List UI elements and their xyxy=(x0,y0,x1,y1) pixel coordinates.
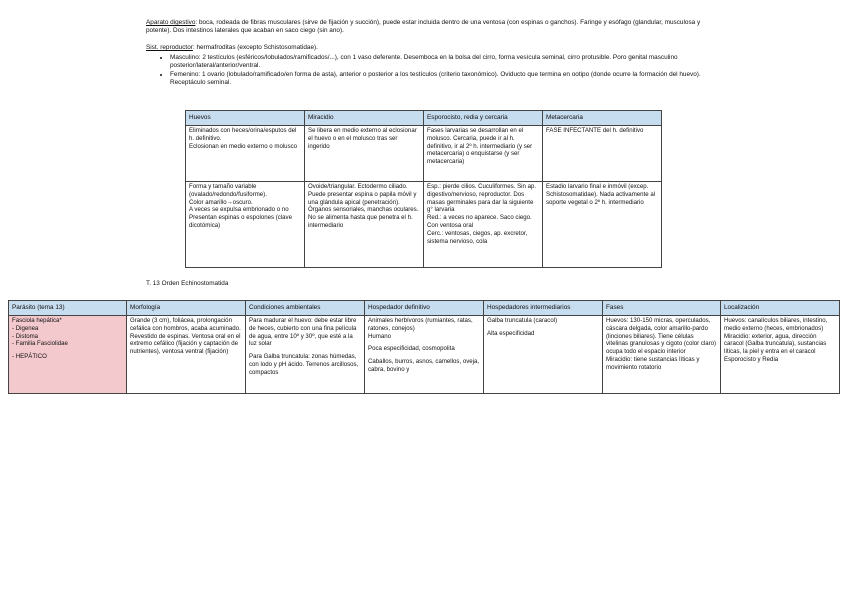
sistema-reproductor-label: Sist. reproductor xyxy=(146,44,193,52)
table-cell xyxy=(305,126,424,182)
cell-line: Ovoide/triangular. Ectodermo ciliado. Puede presentar espina o papila móvil y una glándula apical (penetración). Órganos sensoriales, manchas oculares. No se alimenta hasta que penetra el h. intermediario xyxy=(308,183,419,229)
sistema-reproductor-paragraph xyxy=(146,44,702,52)
cell-line: Eliminados con heces/orina/esputos del h. definitivo. xyxy=(189,127,297,142)
header-metacercaria: Metacercaria xyxy=(543,111,662,126)
table-cell xyxy=(543,126,662,182)
header-huevos: Huevos xyxy=(186,111,305,126)
development-stages-table xyxy=(185,110,662,268)
table-cell xyxy=(9,316,127,394)
list-item-femenino: • Femenino: 1 ovario (lobulado/ramificado/en forma de asta), anterior o posterior a los testículos (criterio taxonómico). Oviducto que termina en ootipo (donde ocurre la formación del huevo). Receptáculo seminal. xyxy=(170,71,702,87)
table-cell xyxy=(543,182,662,268)
reproductor-list xyxy=(146,54,702,88)
cell-line: Miracidio: exterior, agua, dirección caracol (Galba truncatula), sustancias líticas, la piel y entra en el caracol xyxy=(724,332,827,356)
cell-line: Miracidio: tiene sustancias líticas y movimiento rotatorio xyxy=(606,355,700,371)
header-parasito: Parásito (tema 13) xyxy=(9,301,127,316)
cell-line: Caballos, burros, asnos, camellos, oveja, cabra, bovino y xyxy=(368,358,480,373)
header-miracidio: Miracidio xyxy=(305,111,424,126)
table-row xyxy=(186,182,662,268)
cell-line: Cerc.: ventosas, ciegos, ap. excretor, sistema nervioso, cola xyxy=(427,229,528,245)
cell-line: - Familia Fasciolidae xyxy=(12,340,68,348)
cell-line: - HEPÁTICO xyxy=(12,353,47,361)
cell-line: Se libera en medio externo al eclosionar el huevo o en el molusco tras ser ingerido xyxy=(308,127,417,150)
table-cell xyxy=(305,182,424,268)
table-cell xyxy=(484,316,603,394)
cell-line: A veces se expulsa embrionado o no xyxy=(189,206,289,214)
table-cell xyxy=(424,126,543,182)
cell-line: Huevos: 130-150 micras, operculados, cáscara delgada, color amarillo-pardo (linciones biliares). Tiene células vitelinas granulosas y cigoto (color claro) ocupa todo el espacio interior xyxy=(606,317,717,356)
cell-line: Para madurar el huevo: debe estar libre de heces, cubierto con una fina película de agua, entre 10º y 30º, que esté a la luz solar xyxy=(249,317,357,348)
table-cell xyxy=(127,316,246,394)
table-row xyxy=(9,316,840,394)
section-title: T. 13 Orden Echinostomatida xyxy=(146,280,229,287)
cell-line: Presentan espinas o espolones (clave dicotómica) xyxy=(189,214,292,229)
table-cell xyxy=(186,126,305,182)
header-esporocisto: Esporocisto, redia y cercaria xyxy=(424,111,543,126)
cell-line: FASE INFECTANTE del h. definitivo xyxy=(546,127,644,134)
parasite-table xyxy=(8,300,840,394)
table-header-row xyxy=(9,301,840,316)
cell-line: Poca especificidad, cosmopolita xyxy=(368,345,455,353)
list-item-masculino: • Masculino: 2 testículos (esféricos/lobulados/ramificados/...), con 1 vaso deferente. Desemboca en la bolsa del cirro, forma vesícula seminal, cirro protusible. Poro genital masculino posterior/lateral/anterior/ventral. xyxy=(170,54,702,70)
cell-line: Galba truncatula (caracol) xyxy=(487,317,558,324)
table-cell xyxy=(424,182,543,268)
cell-line: Animales herbívoros (rumiantes, ratas, ratones, conejos) xyxy=(368,317,473,332)
cell-line: Estadio larvario final e inmóvil (excep. Schistosomatidae). Nada activamente al soporte vegetal o 2º h. intermediario xyxy=(546,183,656,206)
table-header-row xyxy=(186,111,662,126)
aparato-digestivo-paragraph xyxy=(146,19,702,35)
header-hospedadores-intermediarios: Hospedadores intermediarios xyxy=(484,301,603,316)
cell-line: Esporocisto y Redia xyxy=(724,355,779,363)
table-cell xyxy=(603,316,721,394)
intro-section xyxy=(146,19,702,88)
cell-line: Red.: a veces no aparece. Saco ciego. Con ventosa oral xyxy=(427,214,532,229)
cell-line: Eclosionan en medio externo o molusco xyxy=(189,142,298,150)
cell-line: Alta especificidad xyxy=(487,329,535,337)
aparato-digestivo-label: Aparato digestivo xyxy=(146,19,196,26)
cell-line: Para Galba truncatula: zonas húmedas, con lodo y pH ácido. Terrenos arcillosos, compactos xyxy=(249,353,359,376)
cell-line: Esp.: pierde cilios. Cuculiformes. Sin ap. digestivo/nervioso, reproductor. Dos masas germinales para dar la siguiente g° larvaria xyxy=(427,183,537,214)
header-hospedador-definitivo: Hospedador definitivo xyxy=(365,301,484,316)
cell-line: Grande (3 cm), foliácea, prolongación cefálica con hombros, acaba acuminado. Revestido de espinas. Ventosa oral en el extremo cefálico (fijación y captación de nutrientes), ventosa ventral (fijación) xyxy=(130,317,241,356)
table-cell xyxy=(365,316,484,394)
cell-line: Humano xyxy=(368,332,392,340)
sistema-reproductor-text: : hermafroditas (excepto Schistosomatidae). xyxy=(192,44,318,52)
cell-line: - Distoma xyxy=(12,332,39,340)
header-morfologia: Morfología xyxy=(127,301,246,316)
table-row xyxy=(186,126,662,182)
table-cell xyxy=(186,182,305,268)
header-fases: Fases xyxy=(603,301,721,316)
header-localizacion: Localización xyxy=(721,301,840,316)
cell-line: Fasciola hepática* xyxy=(12,317,62,324)
cell-line: - Digenea xyxy=(12,324,39,332)
cell-line: Huevos: canalículos biliares, intestino, medio externo (heces, embrionados) xyxy=(724,317,828,332)
table-cell xyxy=(721,316,840,394)
table-cell xyxy=(246,316,365,394)
header-condiciones: Condiciones ambientales xyxy=(246,301,365,316)
cell-line: Color amarillo→oscuro. xyxy=(189,198,253,206)
cell-line: Fases larvarias se desarrollan en el molusco. Cercaria, puede ir al h. definitivo, ir al 2º h. intermediario (y ser metacercaria) o enquistarse (y ser metacercaria) xyxy=(427,127,533,166)
aparato-digestivo-text: : boca, rodeada de fibras musculares (sirve de fijación y succión), puede estar incluida dentro de una ventosa (con espinas o ganchos). Faringe y esófago (glandular, musculosa y potente). Dos intestinos laterales que acaban en saco ciego (sin ano). xyxy=(146,19,701,35)
cell-line: Forma y tamaño variable (ovalado/redondo/fusiforme). xyxy=(189,183,267,198)
